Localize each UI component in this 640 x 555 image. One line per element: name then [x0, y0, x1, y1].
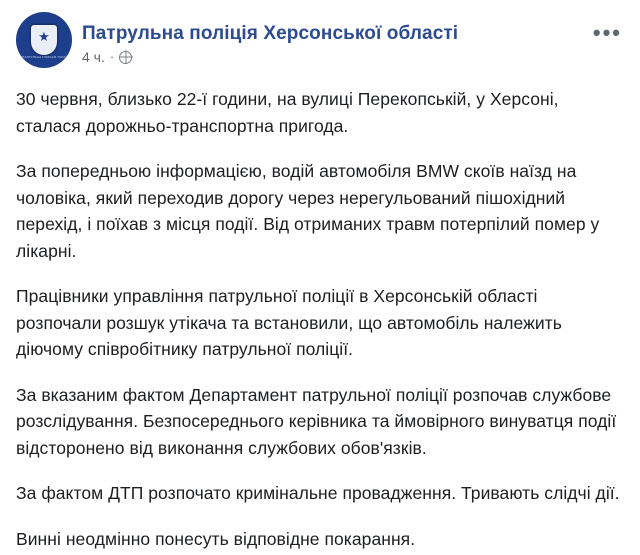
post-paragraph: За попередньою інформацією, водій автомобіля BMW скоїв наїзд на чоловіка, який переходив дорогу через нерегульований пішохідний перехід, і поїхав з місця події. Від отриманих травм потерпілий помер у лікарні. [16, 161, 600, 261]
page-name[interactable]: Патрульна поліція Херсонської області [82, 23, 459, 44]
post-timestamp[interactable]: 4 ч. [82, 49, 105, 65]
post-body [16, 86, 624, 552]
globe-icon[interactable] [119, 51, 132, 64]
post-paragraph: За фактом ДТП розпочато кримінальне провадження. Тривають слідчі дії. [16, 483, 620, 503]
shield-icon [31, 25, 57, 55]
post-paragraph: Працівники управління патрульної поліції в Херсонській області розпочали розшук утікача та встановили, що автомобіль належить діючому співробітнику патрульної поліції. [16, 286, 562, 359]
post-header-text [82, 12, 458, 72]
avatar[interactable] [16, 12, 72, 68]
star-icon: ★ [38, 29, 50, 44]
meta-separator: · [109, 49, 115, 64]
post-paragraph: Винні неодмінно понесуть відповідне покарання. [16, 528, 416, 549]
post-paragraph: 30 червня, близько 22-ї години, на вулиці Перекопській, у Херсоні, сталася дорожньо-транспортна пригода. [16, 89, 559, 136]
police-emblem-icon [22, 17, 72, 63]
post-meta [82, 49, 458, 65]
avatar-band-text: ПАТРУЛЬНА ПОЛІЦІЯ УКРАЇНИ [22, 55, 72, 59]
post-paragraph: За вказаним фактом Департамент патрульної поліції розпочав службове розслідування. Безпосереднього керівника та ймовірного винуватця події відсторонено від виконання службових обов'язків. [16, 384, 617, 458]
post-menu-button[interactable]: ••• [592, 20, 622, 45]
post-header [16, 12, 624, 72]
